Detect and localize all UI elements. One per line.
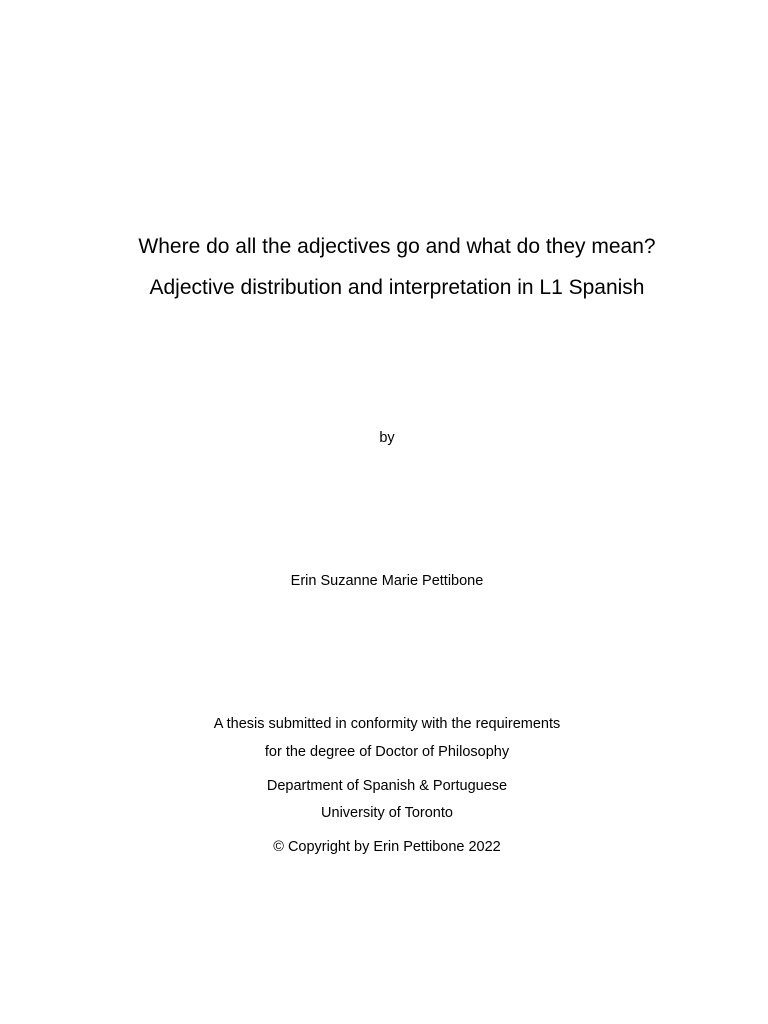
thesis-title-line-2: Adjective distribution and interpretation in L1 Spanish xyxy=(149,276,645,299)
submission-statement-line-2: for the degree of Doctor of Philosophy xyxy=(264,744,510,760)
submission-statement-line-1: A thesis submitted in conformity with the requirements xyxy=(213,716,561,732)
thesis-title-line-1: Where do all the adjectives go and what do they mean? xyxy=(138,235,656,258)
author-name: Erin Suzanne Marie Pettibone xyxy=(290,573,484,589)
department-name: Department of Spanish & Portuguese xyxy=(266,778,508,794)
copyright-notice: © Copyright by Erin Pettibone 2022 xyxy=(273,839,501,855)
university-name: University of Toronto xyxy=(321,805,453,821)
by-label: by xyxy=(379,430,395,446)
